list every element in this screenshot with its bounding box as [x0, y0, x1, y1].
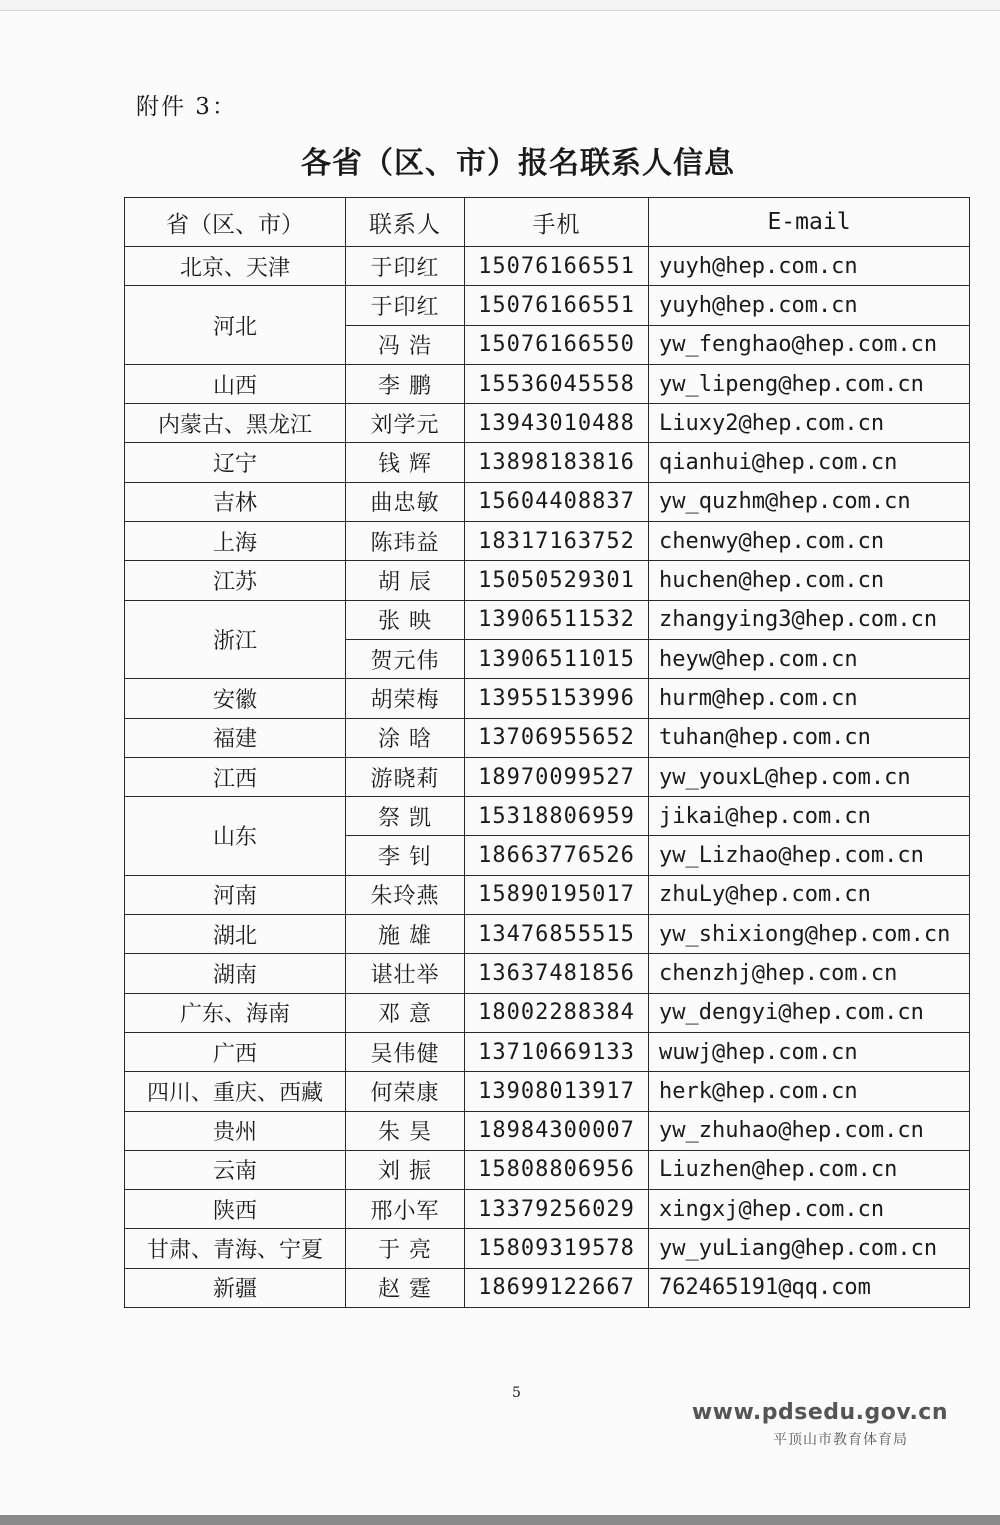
region-cell: 福建 [125, 718, 346, 757]
attachment-label: 附件 3： [136, 94, 237, 120]
email-cell: heyw@hep.com.cn [649, 639, 970, 678]
table-row [125, 1229, 970, 1268]
phone-cell: 15318806959 [465, 797, 649, 836]
table-row [125, 1150, 970, 1189]
email-cell: qianhui@hep.com.cn [649, 443, 970, 482]
phone-cell: 18970099527 [465, 757, 649, 796]
phone-cell: 18317163752 [465, 522, 649, 561]
table-row [125, 522, 970, 561]
phone-cell: 15076166551 [465, 286, 649, 325]
table-row [125, 482, 970, 521]
email-cell: zhangying3@hep.com.cn [649, 600, 970, 639]
email-cell: tuhan@hep.com.cn [649, 718, 970, 757]
table-row [125, 1268, 970, 1307]
table-row [125, 561, 970, 600]
email-cell: yw_fenghao@hep.com.cn [649, 325, 970, 364]
phone-cell: 18699122667 [465, 1268, 649, 1307]
email-cell: yw_shixiong@hep.com.cn [649, 915, 970, 954]
email-cell: wuwj@hep.com.cn [649, 1032, 970, 1071]
region-cell: 贵州 [125, 1111, 346, 1150]
contact-name-cell: 祭 凯 [346, 797, 465, 836]
header-phone: 手机 [465, 198, 649, 247]
contact-name-cell: 谌壮举 [346, 954, 465, 993]
phone-cell: 13476855515 [465, 915, 649, 954]
table-row [125, 600, 970, 639]
table-row [125, 993, 970, 1032]
email-cell: yw_dengyi@hep.com.cn [649, 993, 970, 1032]
phone-cell: 15076166551 [465, 247, 649, 286]
phone-cell: 13706955652 [465, 718, 649, 757]
top-page-edge [0, 0, 1000, 11]
contact-name-cell: 李 钊 [346, 836, 465, 875]
contact-name-cell: 游晓莉 [346, 757, 465, 796]
contact-name-cell: 涂 晗 [346, 718, 465, 757]
phone-cell: 13906511532 [465, 600, 649, 639]
region-cell: 云南 [125, 1150, 346, 1189]
region-cell: 内蒙古、黑龙江 [125, 404, 346, 443]
contact-name-cell: 于印红 [346, 247, 465, 286]
contact-name-cell: 贺元伟 [346, 639, 465, 678]
phone-cell: 13955153996 [465, 679, 649, 718]
table-row [125, 954, 970, 993]
email-cell: yw_lipeng@hep.com.cn [649, 364, 970, 403]
email-cell: zhuLy@hep.com.cn [649, 875, 970, 914]
contact-name-cell: 邢小军 [346, 1190, 465, 1229]
email-cell: chenzhj@hep.com.cn [649, 954, 970, 993]
phone-cell: 15890195017 [465, 875, 649, 914]
page-title: 各省（区、市）报名联系人信息 [301, 146, 735, 181]
contact-name-cell: 胡荣梅 [346, 679, 465, 718]
phone-cell: 15808806956 [465, 1150, 649, 1189]
contacts-table-body [125, 247, 970, 1308]
contact-name-cell: 钱 辉 [346, 443, 465, 482]
region-cell: 山西 [125, 364, 346, 403]
contact-name-cell: 曲忠敏 [346, 482, 465, 521]
phone-cell: 18663776526 [465, 836, 649, 875]
phone-cell: 13379256029 [465, 1190, 649, 1229]
contact-name-cell: 李 鹏 [346, 364, 465, 403]
region-cell: 山东 [125, 797, 346, 876]
table-row [125, 915, 970, 954]
table-row [125, 1111, 970, 1150]
region-cell: 四川、重庆、西藏 [125, 1072, 346, 1111]
email-cell: yw_yuLiang@hep.com.cn [649, 1229, 970, 1268]
email-cell: jikai@hep.com.cn [649, 797, 970, 836]
contact-name-cell: 赵 霆 [346, 1268, 465, 1307]
region-cell: 新疆 [125, 1268, 346, 1307]
region-cell: 湖南 [125, 954, 346, 993]
contact-name-cell: 于印红 [346, 286, 465, 325]
phone-cell: 15536045558 [465, 364, 649, 403]
table-row [125, 443, 970, 482]
contact-name-cell: 邓 意 [346, 993, 465, 1032]
region-cell: 辽宁 [125, 443, 346, 482]
phone-cell: 15076166550 [465, 325, 649, 364]
region-cell: 江苏 [125, 561, 346, 600]
contact-name-cell: 朱玲燕 [346, 875, 465, 914]
table-row [125, 247, 970, 286]
header-region: 省（区、市） [125, 198, 346, 247]
contact-name-cell: 何荣康 [346, 1072, 465, 1111]
region-cell: 上海 [125, 522, 346, 561]
phone-cell: 18984300007 [465, 1111, 649, 1150]
email-cell: Liuxy2@hep.com.cn [649, 404, 970, 443]
email-cell: hurm@hep.com.cn [649, 679, 970, 718]
phone-cell: 13908013917 [465, 1072, 649, 1111]
phone-cell: 15050529301 [465, 561, 649, 600]
contact-name-cell: 张 映 [346, 600, 465, 639]
email-cell: xingxj@hep.com.cn [649, 1190, 970, 1229]
table-row [125, 875, 970, 914]
page-number: 5 [512, 1385, 521, 1401]
email-cell: Liuzhen@hep.com.cn [649, 1150, 970, 1189]
email-cell: yuyh@hep.com.cn [649, 286, 970, 325]
header-contact: 联系人 [346, 198, 465, 247]
phone-cell: 15604408837 [465, 482, 649, 521]
table-row [125, 679, 970, 718]
region-cell: 浙江 [125, 600, 346, 679]
contact-name-cell: 于 亮 [346, 1229, 465, 1268]
region-cell: 河北 [125, 286, 346, 365]
email-cell: yw_Lizhao@hep.com.cn [649, 836, 970, 875]
contact-name-cell: 刘 振 [346, 1150, 465, 1189]
email-cell: yw_youxL@hep.com.cn [649, 757, 970, 796]
region-cell: 河南 [125, 875, 346, 914]
phone-cell: 15809319578 [465, 1229, 649, 1268]
contact-name-cell: 胡 辰 [346, 561, 465, 600]
table-row [125, 1190, 970, 1229]
table-row [125, 757, 970, 796]
email-cell: yuyh@hep.com.cn [649, 247, 970, 286]
phone-cell: 13898183816 [465, 443, 649, 482]
phone-cell: 13637481856 [465, 954, 649, 993]
contact-name-cell: 吴伟健 [346, 1032, 465, 1071]
email-cell: chenwy@hep.com.cn [649, 522, 970, 561]
table-header-row [125, 198, 970, 247]
region-cell: 安徽 [125, 679, 346, 718]
region-cell: 广西 [125, 1032, 346, 1071]
header-email: E-mail [649, 198, 970, 247]
phone-cell: 13906511015 [465, 639, 649, 678]
region-cell: 湖北 [125, 915, 346, 954]
contacts-table [124, 197, 970, 1308]
table-row [125, 1032, 970, 1071]
region-cell: 北京、天津 [125, 247, 346, 286]
region-cell: 江西 [125, 757, 346, 796]
phone-cell: 13710669133 [465, 1032, 649, 1071]
region-cell: 甘肃、青海、宁夏 [125, 1229, 346, 1268]
table-row [125, 404, 970, 443]
table-row [125, 718, 970, 757]
email-cell: 762465191@qq.com [649, 1268, 970, 1307]
phone-cell: 13943010488 [465, 404, 649, 443]
table-row [125, 1072, 970, 1111]
phone-cell: 18002288384 [465, 993, 649, 1032]
table-row [125, 364, 970, 403]
watermark-url: www.pdsedu.gov.cn [691, 1400, 948, 1425]
contact-name-cell: 冯 浩 [346, 325, 465, 364]
table-row [125, 797, 970, 836]
region-cell: 吉林 [125, 482, 346, 521]
contact-name-cell: 刘学元 [346, 404, 465, 443]
watermark-org: 平顶山市教育体育局 [773, 1432, 908, 1448]
table-row [125, 286, 970, 325]
contact-name-cell: 陈玮益 [346, 522, 465, 561]
email-cell: yw_zhuhao@hep.com.cn [649, 1111, 970, 1150]
region-cell: 陕西 [125, 1190, 346, 1229]
contact-name-cell: 朱 昊 [346, 1111, 465, 1150]
region-cell: 广东、海南 [125, 993, 346, 1032]
email-cell: huchen@hep.com.cn [649, 561, 970, 600]
contact-name-cell: 施 雄 [346, 915, 465, 954]
email-cell: yw_quzhm@hep.com.cn [649, 482, 970, 521]
email-cell: herk@hep.com.cn [649, 1072, 970, 1111]
bottom-page-edge [0, 1515, 1000, 1525]
